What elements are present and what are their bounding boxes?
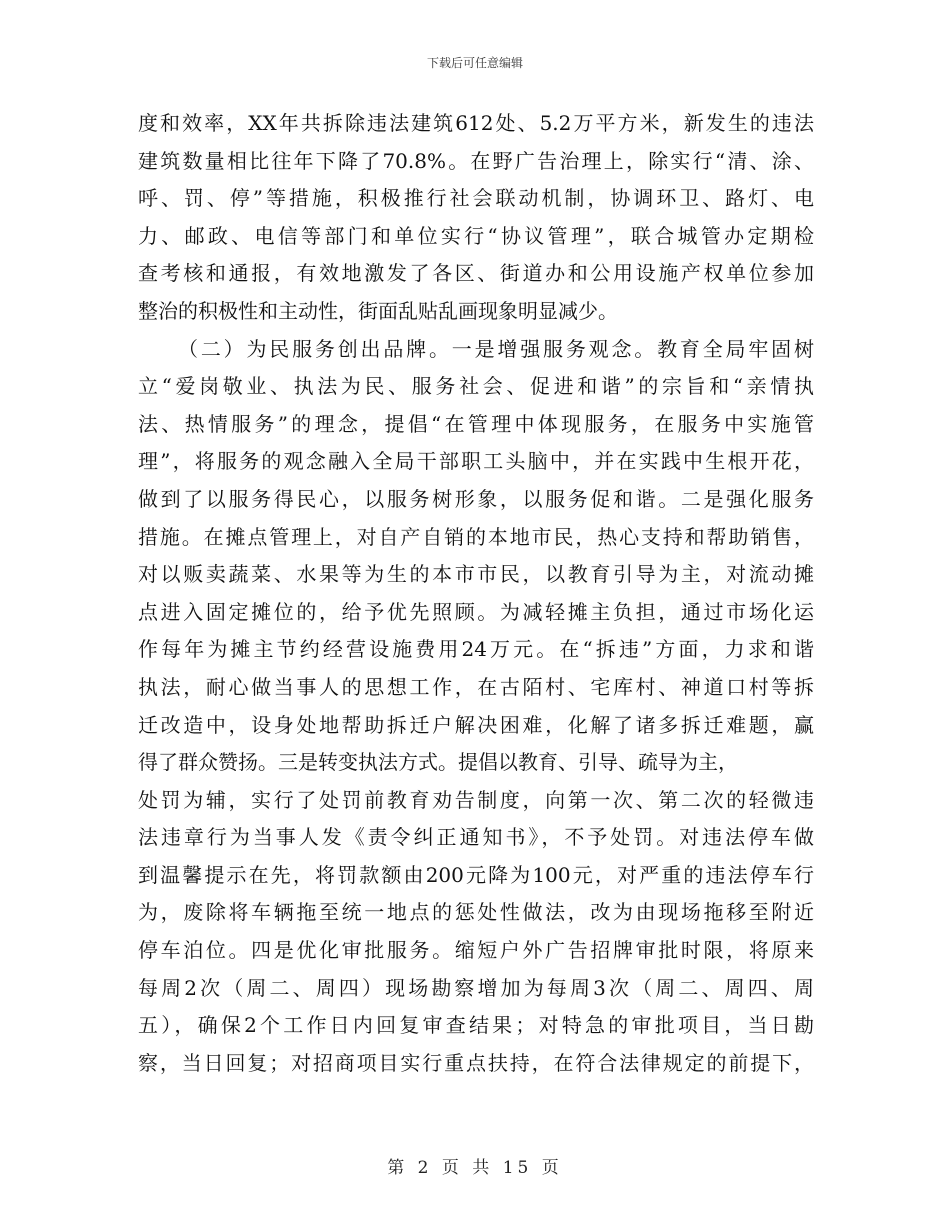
text-line: 理”，将服务的观念融入全局干部职工头脑中，并在实践中生根开花， xyxy=(138,449,814,474)
text-line: 立“爱岗敬业、执法为民、服务社会、促进和谐”的宗旨和“亲情执 xyxy=(138,374,814,399)
text-line: 点进入固定摊位的，给予优先照顾。为减轻摊主负担，通过市场化运 xyxy=(138,599,814,624)
text-line: 得了群众赞扬。三是转变执法方式。提倡以教育、引导、疏导为主， xyxy=(138,750,738,775)
text-line: 为，废除将车辆拖至统一地点的惩处性做法，改为由现场拖移至附近 xyxy=(138,900,814,925)
text-line: 力、邮政、电信等部门和单位实行“协议管理”，联合城管办定期检 xyxy=(138,223,814,248)
text-line: 措施。在摊点管理上，对自产自销的本地市民，热心支持和帮助销售， xyxy=(138,524,814,549)
page-number-footer: 第 2 页 共 15 页 xyxy=(387,1158,563,1178)
text-line: 执法，耐心做当事人的思想工作，在古陌村、宅库村、神道口村等拆 xyxy=(138,674,814,699)
document-body xyxy=(138,105,814,1082)
text-line: 停车泊位。四是优化审批服务。缩短户外广告招牌审批时限，将原来 xyxy=(138,938,814,963)
text-line: 法违章行为当事人发《责令纠正通知书》，不予处罚。对违法停车做 xyxy=(138,825,814,850)
text-line: 整治的积极性和主动性，街面乱贴乱画现象明显减少。 xyxy=(138,298,618,323)
text-line: 查考核和通报，有效地激发了各区、街道办和公用设施产权单位参加 xyxy=(138,261,814,286)
text-line: 每周2次（周二、周四）现场勘察增加为每周3次（周二、周四、周 xyxy=(138,975,814,1000)
text-line: 处罚为辅，实行了处罚前教育劝告制度，向第一次、第二次的轻微违 xyxy=(138,787,814,812)
text-line: 五），确保2个工作日内回复审查结果；对特急的审批项目，当日勘 xyxy=(138,1013,814,1038)
text-line: （二）为民服务创出品牌。一是增强服务观念。教育全局牢固树 xyxy=(178,336,814,361)
text-line: 到温馨提示在先，将罚款额由200元降为100元，对严重的违法停车行 xyxy=(138,862,814,887)
text-line: 对以贩卖蔬菜、水果等为生的本市市民，以教育引导为主，对流动摊 xyxy=(138,562,814,587)
text-line: 做到了以服务得民心，以服务树形象，以服务促和谐。二是强化服务 xyxy=(138,486,814,511)
text-line: 作每年为摊主节约经营设施费用24万元。在“拆违”方面，力求和谐 xyxy=(138,637,814,662)
text-line: 察，当日回复；对招商项目实行重点扶持，在符合法律规定的前提下， xyxy=(138,1050,814,1075)
text-line: 迁改造中，设身处地帮助拆迁户解决困难，化解了诸多拆迁难题，赢 xyxy=(138,712,814,737)
text-line: 法、热情服务”的理念，提倡“在管理中体现服务，在服务中实施管 xyxy=(138,411,814,436)
page-header-note: 下载后可任意编辑 xyxy=(426,56,523,70)
text-line: 建筑数量相比往年下降了70.8%。在野广告治理上，除实行“清、涂、 xyxy=(138,148,814,173)
text-line: 度和效率，XX年共拆除违法建筑612处、5.2万平方米，新发生的违法 xyxy=(138,111,814,135)
text-line: 呼、罚、停”等措施，积极推行社会联动机制，协调环卫、路灯、电 xyxy=(138,186,814,211)
